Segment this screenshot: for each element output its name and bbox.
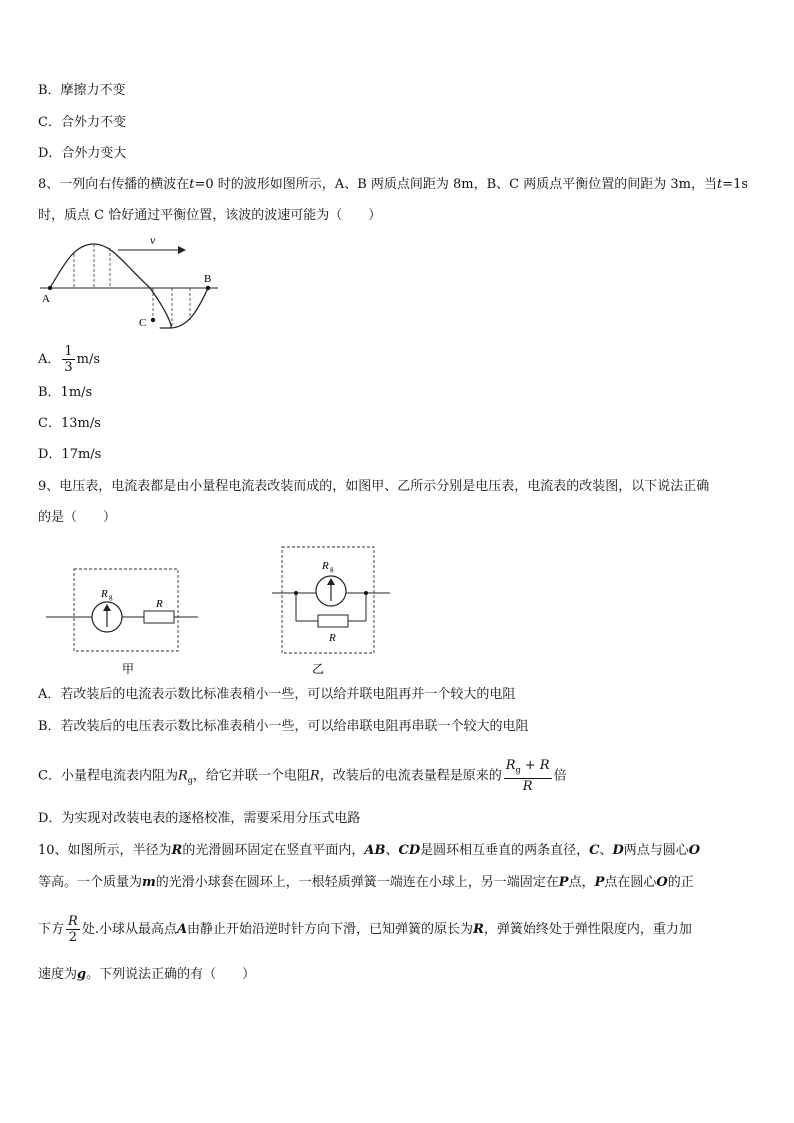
label-r-right: R bbox=[329, 632, 336, 644]
q9-option-b: B．若改装后的电压表示数比标准表稍小一些，可以给串联电阻再串联一个较大的电阻 bbox=[38, 719, 529, 734]
q8-stem-line2: 时，质点 C 恰好通过平衡位置，该波的波速可能为（ ） bbox=[38, 208, 382, 223]
label-v: v bbox=[150, 233, 156, 247]
label-b: B bbox=[204, 273, 212, 285]
q9-option-d: D．为实现对改装电表的逐格校准，需要采用分压式电路 bbox=[38, 811, 361, 826]
resistor-left bbox=[144, 611, 174, 623]
svg-text:g: g bbox=[330, 565, 334, 573]
q10-stem-line2: 等高。一个质量为m的光滑小球套在圆环上，一根轻质弹簧一端连在小球上，另一端固定在P点，P点在圆心O的正 bbox=[38, 875, 694, 890]
frac-one-third: $\frac{1}{3}$ bbox=[64, 344, 73, 375]
point-a bbox=[48, 286, 52, 290]
dashed-box-left bbox=[74, 569, 178, 651]
caption-yi: 乙 bbox=[312, 662, 325, 676]
caption-jia: 甲 bbox=[122, 662, 135, 676]
circuit-voltmeter-figure bbox=[46, 565, 206, 680]
q9-stem-line2: 的是（ ） bbox=[38, 510, 117, 525]
resistor-right bbox=[318, 615, 348, 627]
q10-stem-line1: 10、如图所示，半径为R的光滑圆环固定在竖直平面内，AB、CD是圆环相互垂直的两条直径，C、D两点与圆心O bbox=[38, 843, 701, 858]
q9-option-c: C．小量程电流表内阻为$R_g$，给它并联一个电阻R，改装后的电流表量程是原来的 $\frac{R_g + R}{R}$ 倍 bbox=[38, 758, 567, 794]
label-a: A bbox=[42, 293, 50, 305]
frac-r-over-2: $\frac{R}{2}$ bbox=[68, 914, 78, 945]
q8-option-b: B．1m/s bbox=[38, 385, 93, 400]
galvanometer-arrow-right bbox=[327, 578, 335, 585]
label-c: C bbox=[139, 317, 147, 329]
q9-option-a: A．若改装后的电流表示数比标准表稍小一些，可以给并联电阻再并一个较大的电阻 bbox=[38, 687, 516, 702]
circuit-ammeter-figure bbox=[272, 545, 396, 680]
q8-option-c: C．13m/s bbox=[38, 416, 101, 431]
label-rg-right: R bbox=[322, 560, 329, 572]
svg-text:g: g bbox=[109, 593, 113, 601]
q8-option-d: D．17m/s bbox=[38, 447, 102, 462]
galvanometer-arrow-left bbox=[103, 604, 111, 611]
q7-option-d: D．合外力变大 bbox=[38, 146, 127, 161]
label-r-left: R bbox=[156, 598, 163, 610]
point-b bbox=[206, 286, 210, 290]
q9-stem-line1: 9、电压表，电流表都是由小量程电流表改装而成的，如图甲、乙所示分别是电压表，电流表的改装图，以下说法正确 bbox=[38, 479, 710, 494]
q10-stem-line4: 速度为g。下列说法正确的有（ ） bbox=[38, 967, 256, 982]
q10-stem-line3: 下方 $\frac{R}{2}$ 处.小球从最高点A由静止开始沿逆时针方向下滑，已知弹簧的原长为R，弹簧始终处于弹性限度内，重力加 bbox=[38, 914, 692, 945]
velocity-arrow-head bbox=[178, 246, 186, 254]
q8-option-a: A． $\frac{1}{3}$ m/s bbox=[38, 344, 101, 375]
label-rg-left: R bbox=[101, 588, 108, 600]
q7-option-c: C．合外力不变 bbox=[38, 115, 126, 130]
q7-option-b: B．摩擦力不变 bbox=[38, 83, 126, 98]
frac-rg-plus-r-over-r: $\frac{R_g + R}{R}$ bbox=[505, 758, 550, 794]
point-c bbox=[151, 318, 155, 322]
q8-stem-line1: 8、一列向右传播的横波在t=0 时的波形如图所示，A、B 两质点间距为 8m，B、C 两质点平衡位置的间距为 3m，当t=1s bbox=[38, 177, 749, 192]
wave-figure bbox=[38, 232, 228, 332]
wave-dashed-lines bbox=[74, 244, 190, 328]
